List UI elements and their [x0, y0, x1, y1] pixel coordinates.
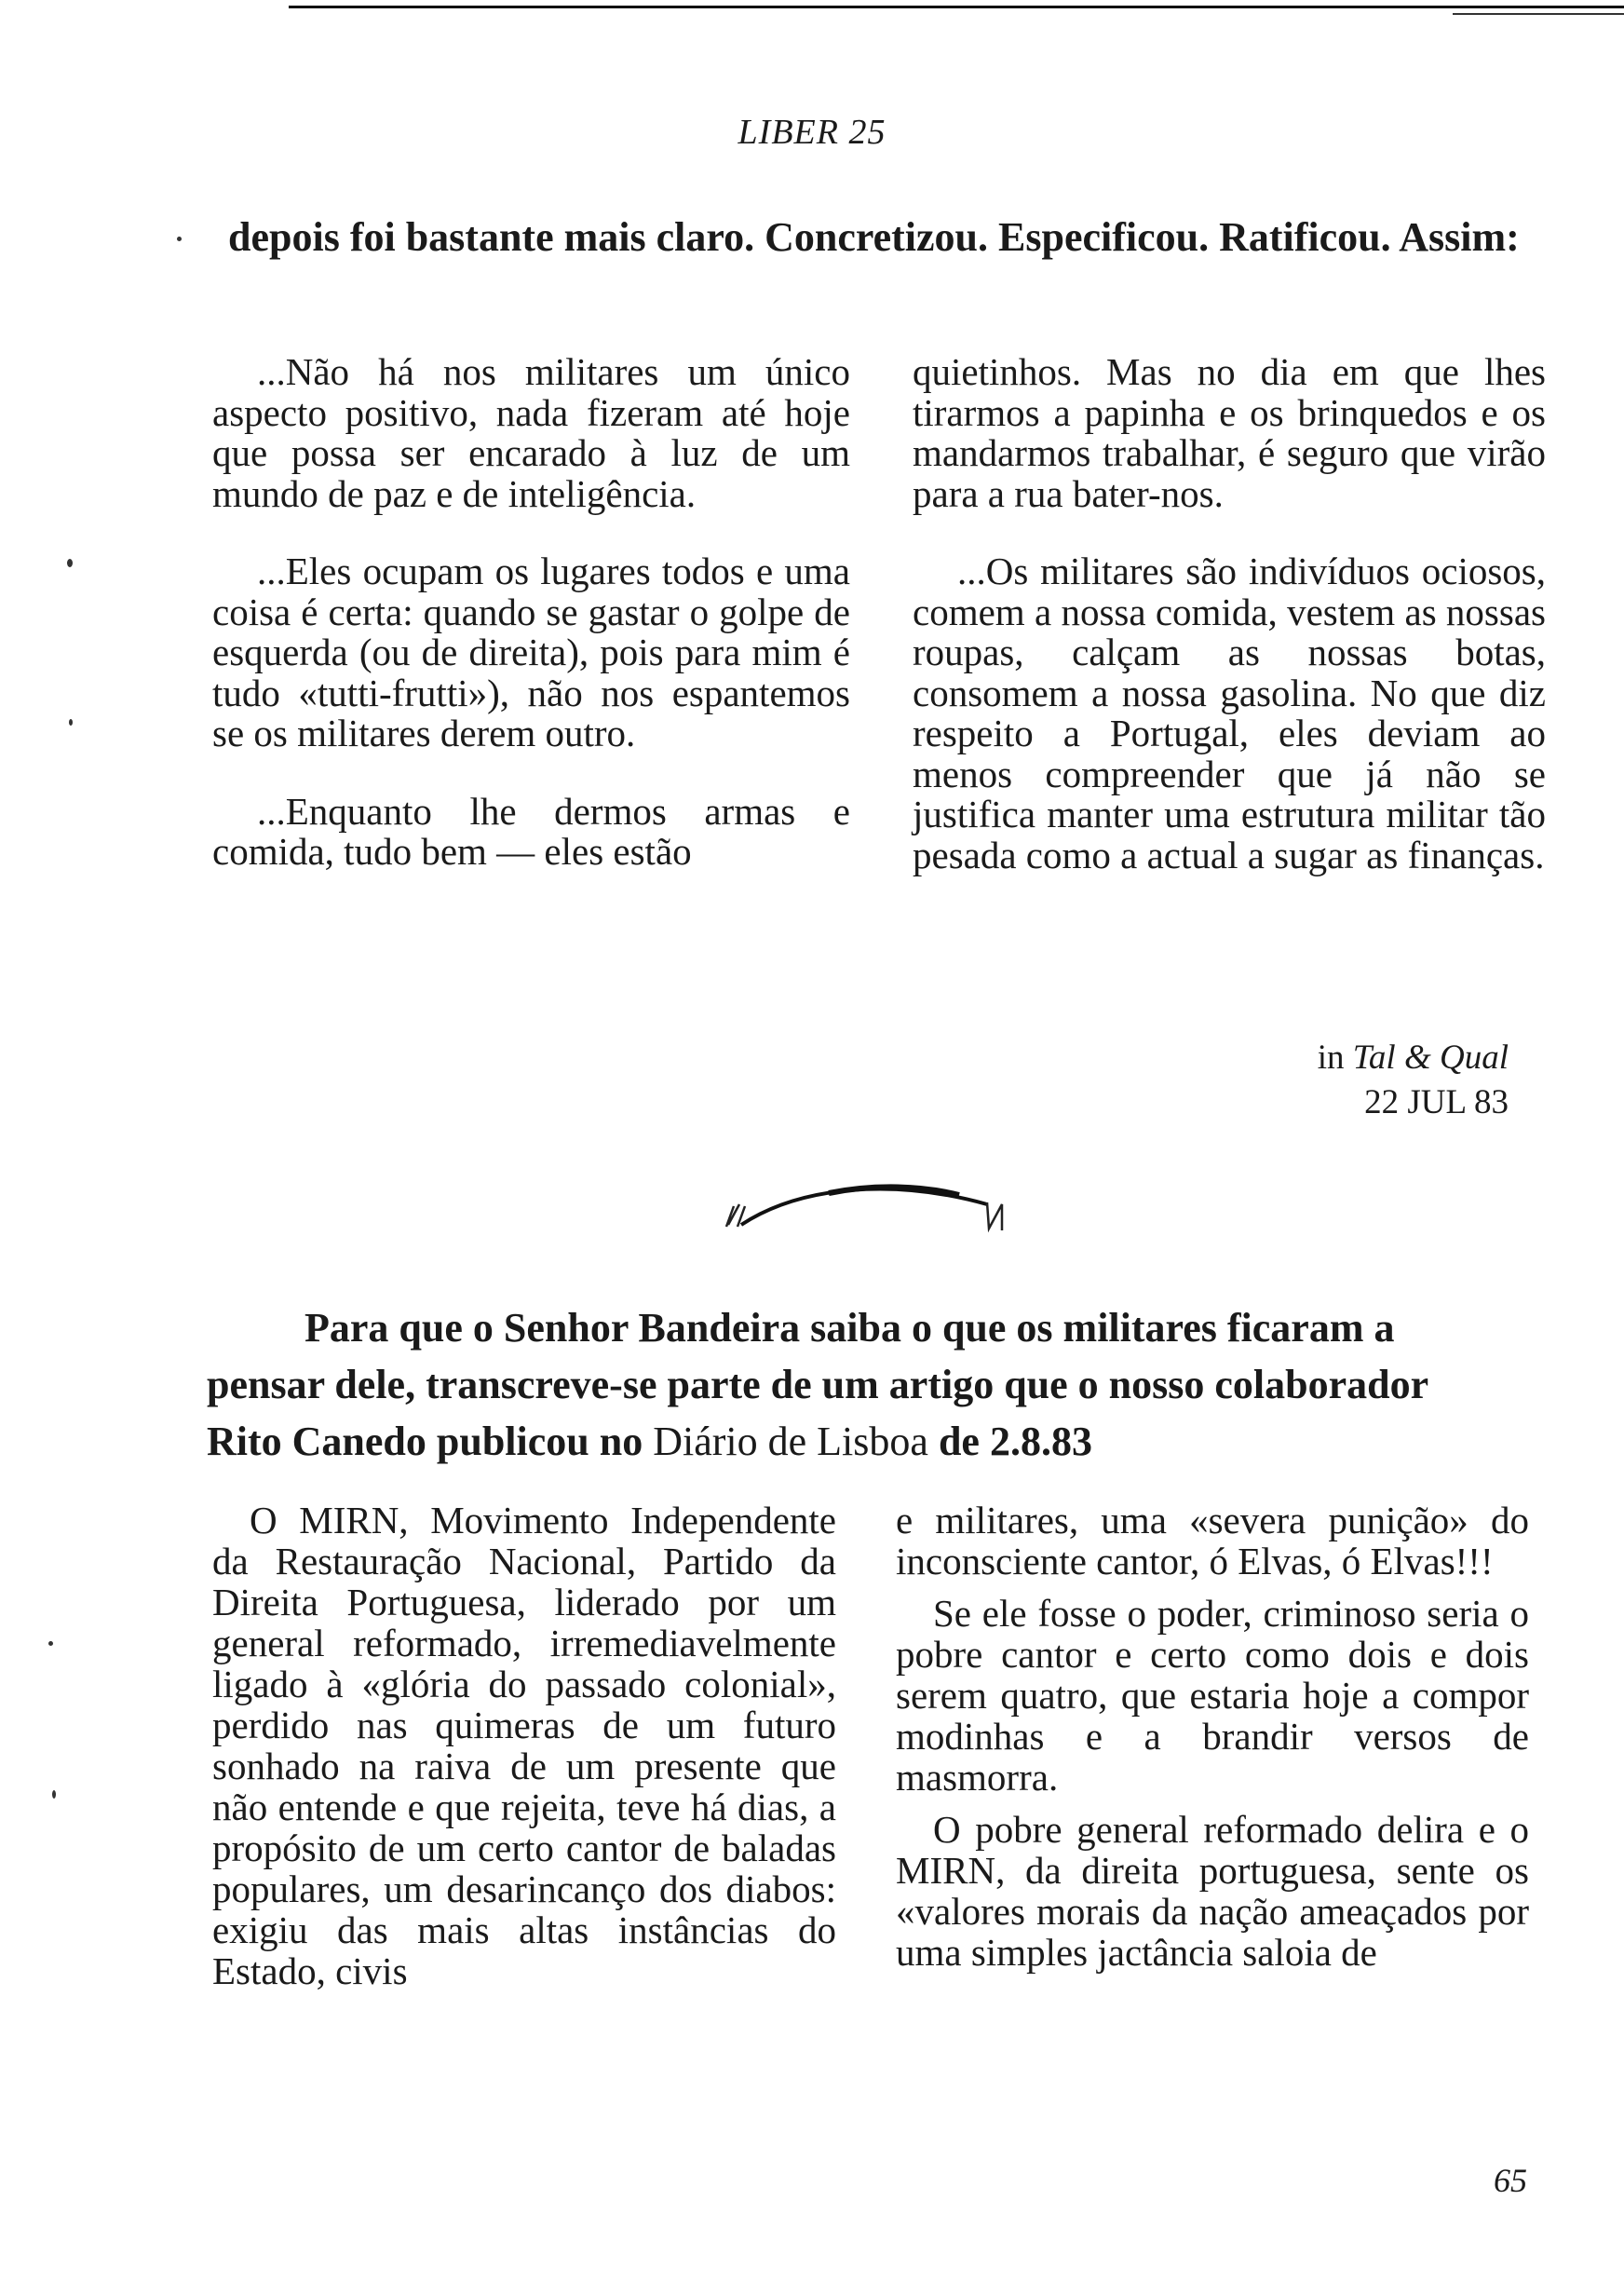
heading-bold-part: Rito Canedo publicou no [207, 1419, 643, 1464]
quote-source [1099, 1036, 1509, 1125]
heading-line: pensar dele, transcreve-se parte de um artigo que o nosso colaborador [207, 1362, 1429, 1407]
section-heading [207, 1299, 1529, 1470]
page-number: 65 [1494, 2162, 1527, 2199]
article-paragraph: e militares, uma «severa punição» do inconsciente cantor, ó Elvas, ó Elvas!!! [896, 1499, 1529, 1582]
scan-speck [67, 559, 73, 567]
quote-column-left [212, 352, 850, 873]
quote-paragraph: ...Eles ocupam os lugares todos e uma coisa é certa: quando se gastar o golpe de esquerda (ou de direita), pois para mim é tudo «tutti-frutti»), não nos espantemos se os militares derem outro. [212, 550, 850, 754]
handwritten-signature [717, 1169, 1034, 1243]
source-date: 22 JUL 83 [1364, 1083, 1509, 1121]
source-prefix: in [1317, 1039, 1345, 1077]
scan-speck [177, 237, 182, 241]
intro-paragraph: depois foi bastante mais claro. Concretizou. Especificou. Ratificou. Assim: [228, 214, 1520, 260]
article-column-right [896, 1500, 1529, 1973]
heading-date: de 2.8.83 [927, 1419, 1092, 1464]
quote-paragraph: quietinhos. Mas no dia em que lhes tirarmos a papinha e os brinquedos e os mandarmos trabalhar, é seguro que virão para a rua bater-nos. [913, 350, 1546, 515]
quote-paragraph: ...Os militares são indivíduos ociosos, comem a nossa comida, vestem as nossas roupas, calçam as nossas botas, consomem a nossa gasolina. No que diz respeito a Portugal, eles deviam ao menos compreender que já não se justifica manter uma estrutura militar tão pesada como a actual a sugar as finanças. [913, 550, 1546, 876]
source-publication: Tal & Qual [1352, 1039, 1509, 1077]
quote-column-right [913, 352, 1546, 876]
article-paragraph: O pobre general reformado delira e o MIRN, da direita portuguesa, sente os «valores morais da nação ameaçados por uma simples jactância saloia de [896, 1808, 1529, 1974]
quote-paragraph: ...Não há nos militares um único aspecto positivo, nada fizeram até hoje que possa ser encarado à luz de um mundo de paz e de inteligência. [212, 350, 850, 515]
scan-speck [48, 1641, 53, 1646]
top-rule [289, 6, 1624, 8]
heading-line: Para que o Senhor Bandeira saiba o que os militares ficaram a [304, 1305, 1395, 1351]
scan-speck [69, 719, 73, 726]
scan-speck [52, 1790, 56, 1799]
running-head: LIBER 25 [738, 113, 886, 152]
heading-line [207, 1413, 1529, 1470]
article-paragraph: O MIRN, Movimento Independente da Restauração Nacional, Partido da Direita Portuguesa, liderado por um general reformado, irremediavelmente ligado à «glória do passado colonial», perdido nas quimeras de um futuro sonhado na raiva de um presente que não entende e que rejeita, teve há dias, a propósito de um certo cantor de baladas populares, um desarincanço dos diabos: exigiu das mais altas instâncias do Estado, civis [212, 1499, 836, 1992]
heading-newspaper: Diário de Lisboa [643, 1419, 928, 1464]
quote-paragraph: ...Enquanto lhe dermos armas e comida, tudo bem — eles estão [212, 789, 850, 873]
source-line [1099, 1036, 1509, 1080]
article-column-left [212, 1500, 836, 1991]
top-rule-secondary [1453, 13, 1624, 15]
article-paragraph: Se ele fosse o poder, criminoso seria o pobre cantor e certo como dois e dois serem quatro, que estaria hoje a compor modinhas e a brandir versos de masmorra. [896, 1592, 1529, 1799]
